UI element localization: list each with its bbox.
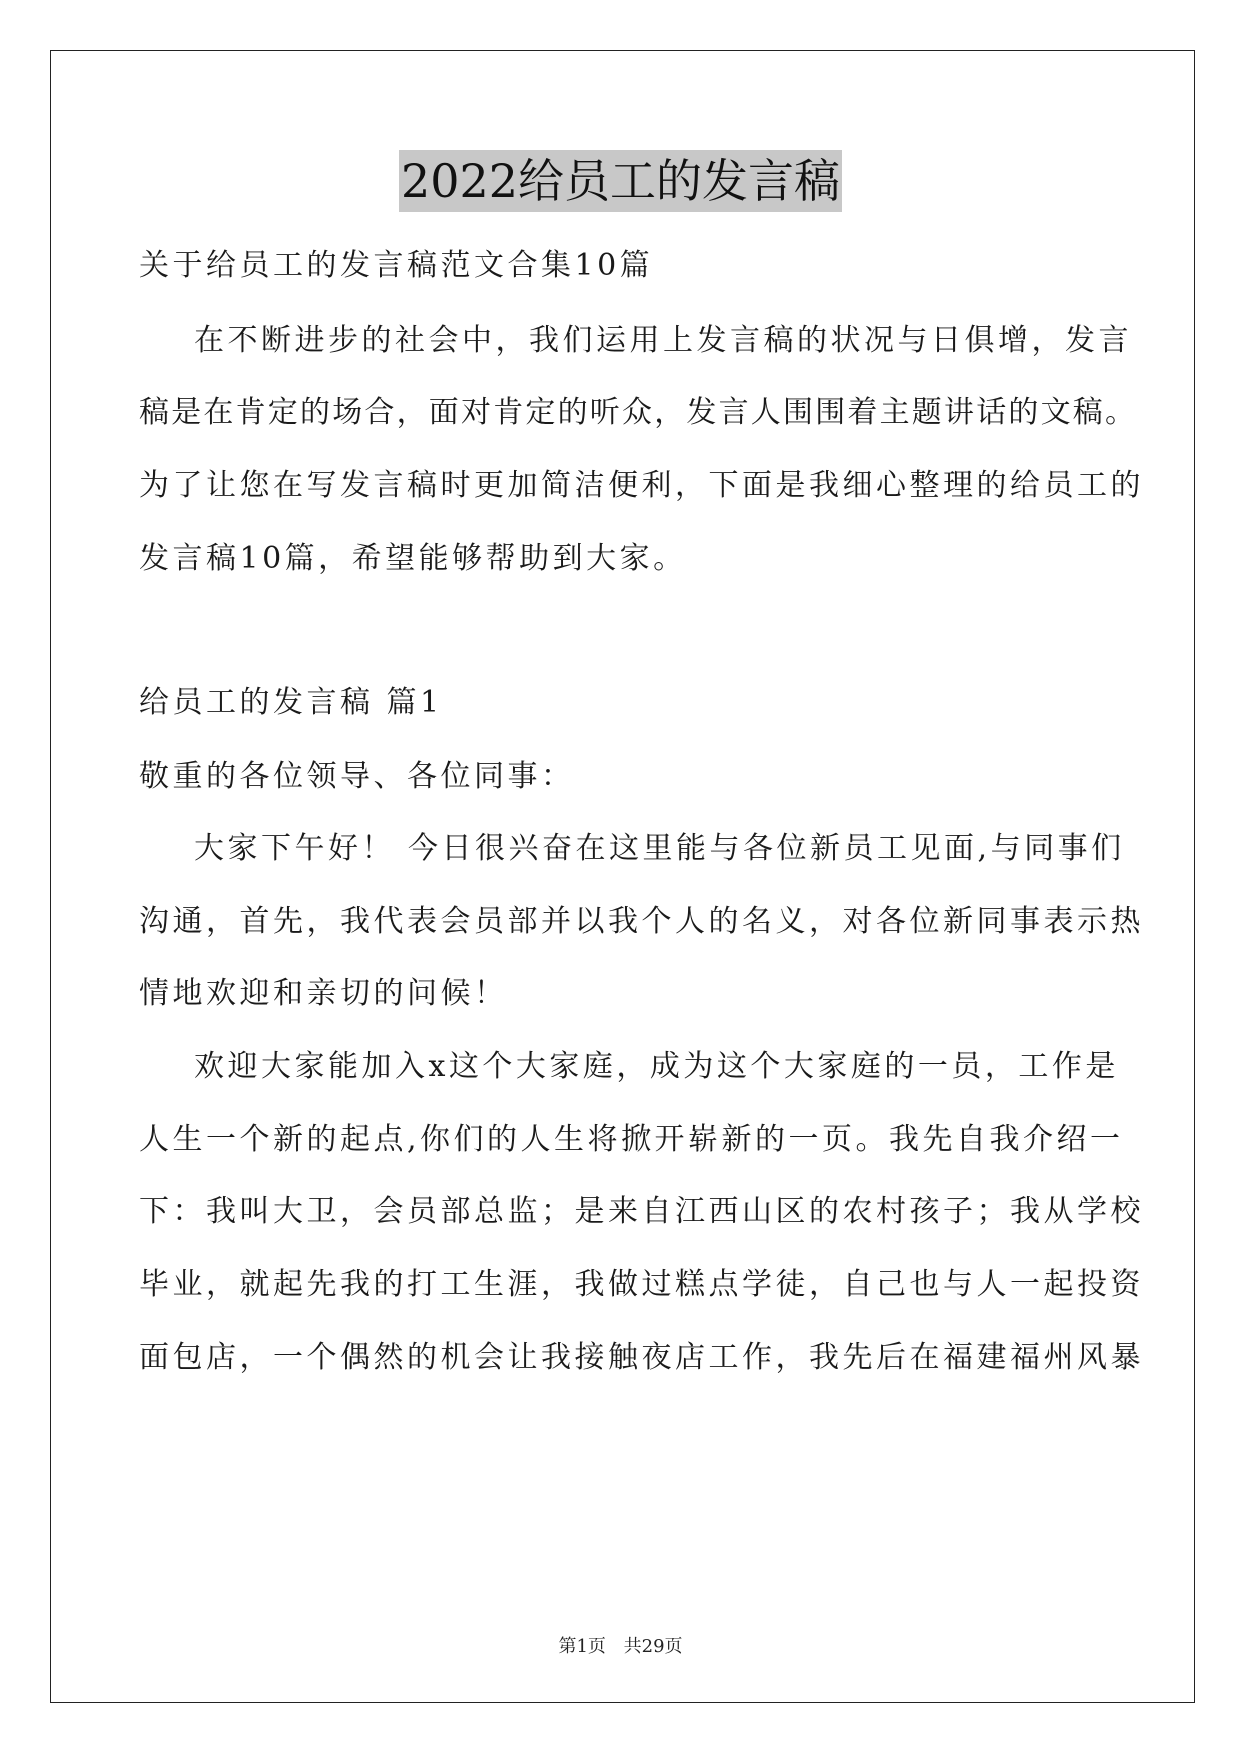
salutation-line: 敬重的各位领导、各位同事： xyxy=(139,759,575,794)
title-container xyxy=(0,150,1241,212)
subtitle-line: 关于给员工的发言稿范文合集10篇 xyxy=(139,248,654,283)
section-heading: 给员工的发言稿 篇1 xyxy=(139,685,443,720)
paragraph-line: 沟通，首先，我代表会员部并以我个人的名义，对各位新同事表示热 xyxy=(139,904,1144,939)
paragraph-line: 情地欢迎和亲切的问候！ xyxy=(139,976,508,1011)
paragraph-line: 人生一个新的起点,你们的人生将掀开崭新的一页。我先自我介绍一 xyxy=(139,1122,1124,1157)
paragraph-line: 为了让您在写发言稿时更加简洁便利，下面是我细心整理的给员工的 xyxy=(139,468,1144,503)
paragraph-line: 毕业，就起先我的打工生涯，我做过糕点学徒，自己也与人一起投资 xyxy=(139,1267,1144,1302)
paragraph-line: 稿是在肯定的场合，面对肯定的听众，发言人围围着主题讲话的文稿。 xyxy=(139,395,1138,430)
paragraph-line: 下：我叫大卫，会员部总监；是来自江西山区的农村孩子；我从学校 xyxy=(139,1194,1144,1229)
paragraph-line: 大家下午好！ 今日很兴奋在这里能与各位新员工见面,与同事们 xyxy=(194,831,1125,866)
paragraph-line: 在不断进步的社会中，我们运用上发言稿的状况与日俱增，发言 xyxy=(194,323,1132,358)
page-number-current: 第1页 xyxy=(558,1636,606,1657)
page-footer xyxy=(0,1632,1241,1658)
document-title: 2022给员工的发言稿 xyxy=(399,150,842,212)
paragraph-line: 欢迎大家能加入x这个大家庭，成为这个大家庭的一员，工作是 xyxy=(194,1049,1119,1084)
page-border xyxy=(50,50,1195,1703)
paragraph-line: 面包店，一个偶然的机会让我接触夜店工作，我先后在福建福州风暴 xyxy=(139,1340,1144,1375)
paragraph-line: 发言稿10篇，希望能够帮助到大家。 xyxy=(139,541,687,576)
page-number-total: 共29页 xyxy=(623,1636,683,1657)
